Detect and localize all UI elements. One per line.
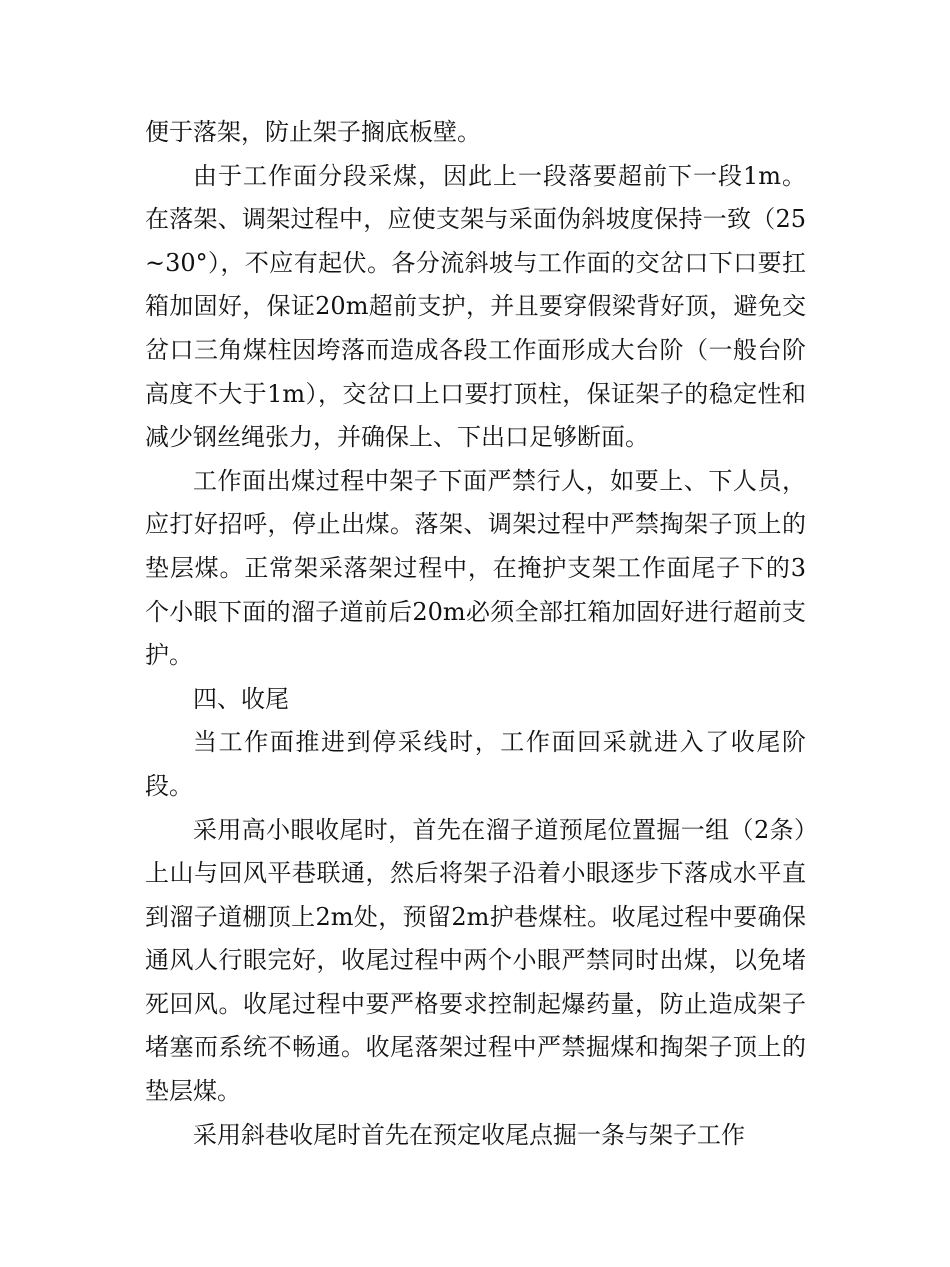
paragraph-coal-output-safety: 工作面出煤过程中架子下面严禁行人，如要上、下人员，应打好招呼，停止出煤。落架、调架过程中严禁掏架子顶上的垫层煤。正常架采落架过程中，在掩护支架工作面尾子下的3个小眼下面的溜子道前后20m必须全部扛箱加固好进行超前支护。 [145, 466, 806, 670]
paragraph-incline-closing: 采用斜巷收尾时首先在预定收尾点掘一条与架子工作 [193, 1120, 745, 1149]
section-heading-closing: 四、收尾 [193, 684, 289, 713]
paragraph-high-eye-closing: 采用高小眼收尾时，首先在溜子道预尾位置掘一组（2条）上山与回风平巷联通，然后将架子沿着小眼逐步下落成水平直到溜子道棚顶上2m处，预留2m护巷煤柱。收尾过程中要确保通风人行眼完好，收尾过程中两个小眼严禁同时出煤，以免堵死回风。收尾过程中要严格要求控制起爆药量，防止造成架子堵塞而系统不畅通。收尾落架过程中严禁掘煤和掏架子顶上的垫层煤。 [145, 815, 806, 1106]
paragraph-closing-intro: 当工作面推进到停采线时，工作面回采就进入了收尾阶段。 [145, 728, 806, 800]
paragraph-continuation: 便于落架，防止架子搁底板壁。 [145, 118, 481, 146]
document-body [145, 111, 806, 1157]
paragraph-segmented-mining: 由于工作面分段采煤，因此上一段落要超前下一段1m。在落架、调架过程中，应使支架与采面伪斜坡度保持一致（25~30°），不应有起伏。各分流斜坡与工作面的交岔口下口要扛箱加固好，保证20m超前支护，并且要穿假梁背好顶，避免交岔口三角煤柱因垮落而造成各段工作面形成大台阶（一般台阶高度不大于1m），交岔口上口要打顶柱，保证架子的稳定性和减少钢丝绳张力，并确保上、下出口足够断面。 [145, 161, 806, 452]
